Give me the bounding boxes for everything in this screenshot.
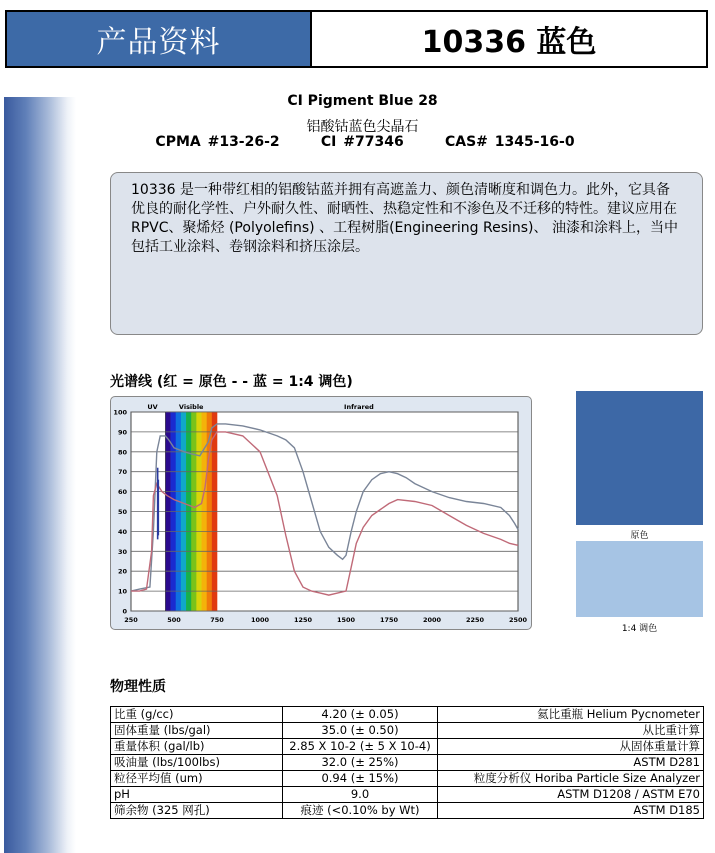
sidebar-gradient xyxy=(4,97,76,853)
tint-label: 1:4 调色 xyxy=(621,624,658,634)
table-row xyxy=(111,707,704,723)
x-tick-label: 2000 xyxy=(422,616,442,624)
property-method: 粒度分析仪 Horiba Particle Size Analyzer xyxy=(438,771,704,787)
table-row xyxy=(111,787,704,803)
x-tick-label: 1500 xyxy=(336,616,356,624)
y-tick-label: 100 xyxy=(113,408,127,417)
property-name: pH xyxy=(111,787,283,803)
x-tick-label: 1000 xyxy=(250,616,270,624)
property-value: 4.20 (± 0.05) xyxy=(283,707,438,723)
property-name: 筛余物 (325 网孔) xyxy=(111,803,283,819)
spectrum-chart-frame xyxy=(110,396,532,630)
y-tick-label: 90 xyxy=(117,428,127,437)
description-text: 10336 是一种带红相的铝酸钴蓝并拥有高遮盖力、颜色清晰度和调色力。此外，它具备优良的耐化学性、户外耐久性、耐晒性、热稳定性和不渗色及不迁移的特性。建议应用在 RPVC、聚烯烃 (Polyolefins) 、工程树脂(Engineering Resins)、 油漆和涂料上，当中包括工业涂料、卷钢涂料和挤压涂层。 xyxy=(131,182,691,255)
property-method: 从固体重量计算 xyxy=(438,739,704,755)
masstone-swatch xyxy=(576,391,703,525)
y-tick-label: 10 xyxy=(117,587,127,596)
x-tick-label: 2500 xyxy=(508,616,528,624)
header-bar xyxy=(5,10,708,68)
region-label: Visible xyxy=(178,403,204,411)
property-value: 32.0 (± 25%) xyxy=(283,755,438,771)
ci-code: CI #77346 xyxy=(320,134,404,150)
property-value: 35.0 (± 0.50) xyxy=(283,723,438,739)
table-row xyxy=(111,803,704,819)
property-name: 吸油量 (lbs/100lbs) xyxy=(111,755,283,771)
masstone-label: 原色 xyxy=(630,531,649,541)
region-label: Infrared xyxy=(344,403,374,411)
x-tick-label: 2250 xyxy=(465,616,485,624)
x-tick-label: 500 xyxy=(167,616,181,624)
property-method: 氦比重瓶 Helium Pycnometer xyxy=(438,707,704,723)
x-tick-label: 250 xyxy=(124,616,138,624)
spectrum-chart xyxy=(111,397,531,629)
cpma-code: CPMA #13-26-2 xyxy=(155,134,280,150)
y-tick-label: 50 xyxy=(117,508,127,516)
y-tick-label: 60 xyxy=(117,488,127,497)
properties-table xyxy=(110,706,704,819)
property-value: 2.85 X 10-2 (± 5 X 10-4) xyxy=(283,739,438,755)
table-row xyxy=(111,771,704,787)
property-method: ASTM D281 xyxy=(438,755,704,771)
x-tick-label: 750 xyxy=(210,616,224,624)
y-tick-label: 20 xyxy=(117,567,127,576)
section-label: 产品资料 xyxy=(7,12,312,66)
property-name: 固体重量 (lbs/gal) xyxy=(111,723,283,739)
table-row xyxy=(111,739,704,755)
pigment-chinese-name: 铝酸钴蓝色尖晶石 xyxy=(306,119,419,135)
x-tick-label: 1750 xyxy=(379,616,399,624)
y-tick-label: 70 xyxy=(117,468,127,477)
y-tick-label: 40 xyxy=(117,527,127,536)
property-name: 比重 (g/cc) xyxy=(111,707,283,723)
properties-title: 物理性质 xyxy=(110,679,166,695)
property-value: 0.94 (± 15%) xyxy=(283,771,438,787)
pigment-codes xyxy=(150,134,580,150)
property-name: 重量体积 (gal/lb) xyxy=(111,739,283,755)
y-tick-label: 0 xyxy=(122,607,127,616)
pigment-name: CI Pigment Blue 28 xyxy=(287,93,438,109)
tint-swatch xyxy=(576,541,703,617)
x-tick-label: 1250 xyxy=(293,616,313,624)
property-method: ASTM D1208 / ASTM E70 xyxy=(438,787,704,803)
table-row xyxy=(111,723,704,739)
property-method: ASTM D185 xyxy=(438,803,704,819)
y-tick-label: 80 xyxy=(117,448,127,457)
table-row xyxy=(111,755,704,771)
product-title: 10336 蓝色 xyxy=(421,25,597,60)
spectrum-title: 光谱线 (红 = 原色 - - 蓝 = 1:4 调色) xyxy=(110,374,353,390)
cas-code: CAS# 1345-16-0 xyxy=(444,134,575,150)
property-method: 从比重计算 xyxy=(438,723,704,739)
property-name: 粒径平均值 (um) xyxy=(111,771,283,787)
description-box xyxy=(110,172,703,335)
y-tick-label: 30 xyxy=(117,547,127,556)
property-value: 痕迹 (<0.10% by Wt) xyxy=(283,803,438,819)
region-label: UV xyxy=(147,403,158,411)
property-value: 9.0 xyxy=(283,787,438,803)
